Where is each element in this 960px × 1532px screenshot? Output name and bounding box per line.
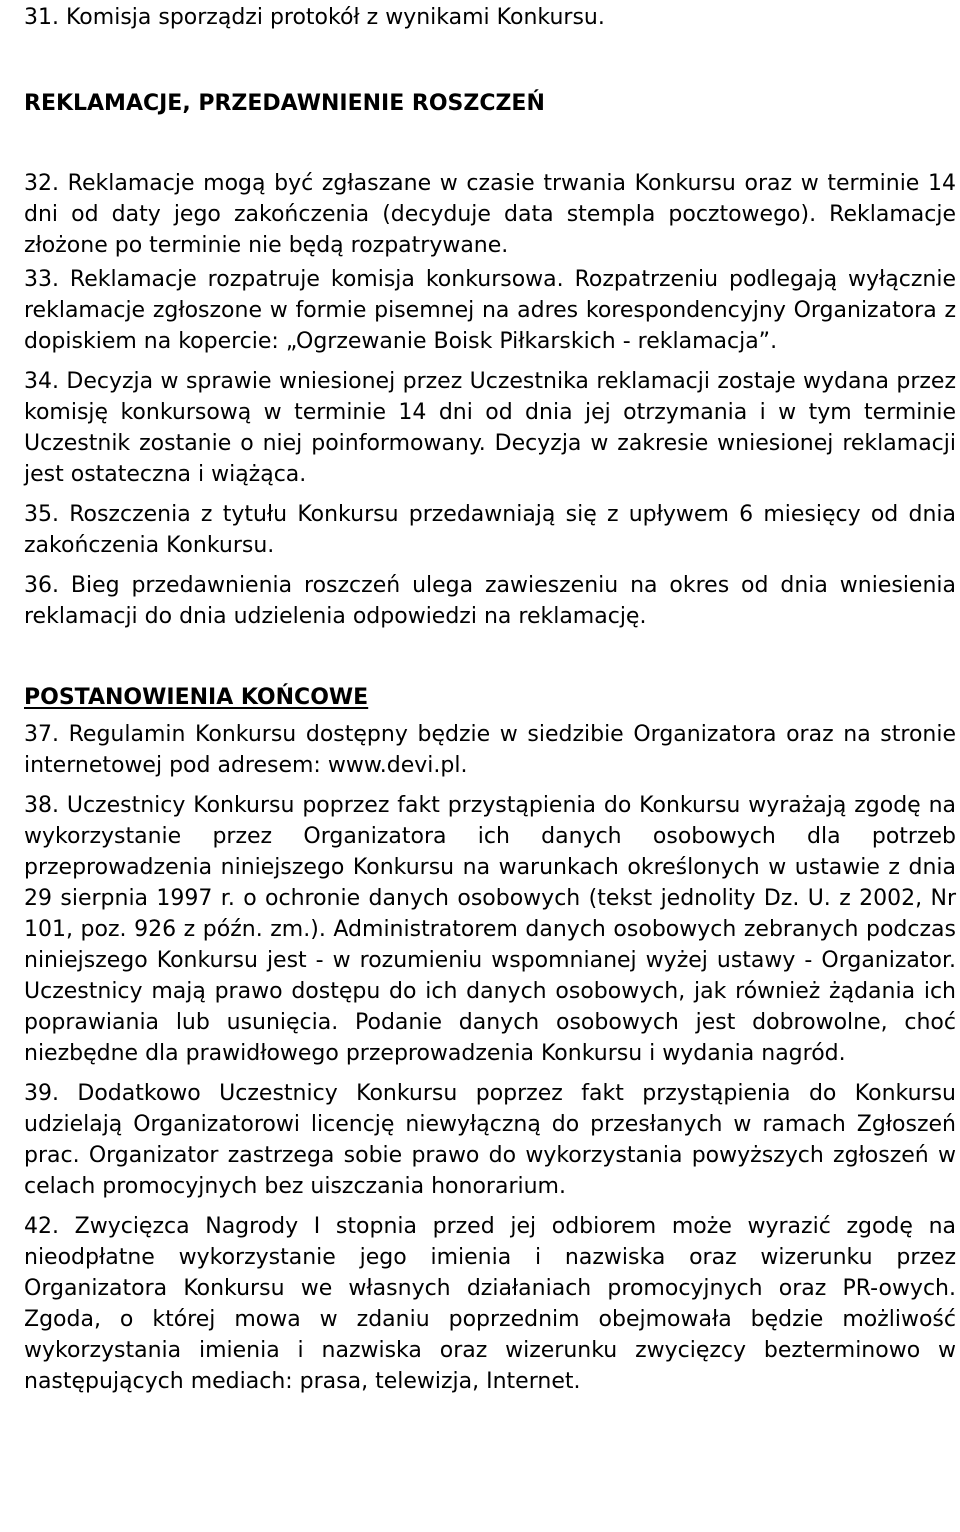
paragraph-36: 36. Bieg przedawnienia roszczeń ulega zawieszeniu na okres od dnia wniesienia reklamacji do dnia udzielenia odpowiedzi na reklamację. xyxy=(24,573,956,629)
paragraph-32: 32. Reklamacje mogą być zgłaszane w czasie trwania Konkursu oraz w terminie 14 dni od daty jego zakończenia (decyduje data stempla pocztowego). Reklamacje złożone po terminie nie będą rozpatrywane. xyxy=(24,171,956,258)
paragraph-38: 38. Uczestnicy Konkursu poprzez fakt przystąpienia do Konkursu wyrażają zgodę na wykorzystanie przez Organizatora ich danych osobowych dla potrzeb przeprowadzenia niniejszego Konkursu na warunkach określonych w ustawie z dnia 29 sierpnia 1997 r. o ochronie danych osobowych (tekst jednolity Dz. U. z 2002, Nr 101, poz. 926 z późn. zm.). Administratorem danych osobowych zebranych podczas niniejszego Konkursu jest - w rozumieniu wspomnianej wyżej ustawy - Organizator. Uczestnicy mają prawo dostępu do ich danych osobowych, jak również żądania ich poprawiania lub usunięcia. Podanie danych osobowych jest dobrowolne, choć niezbędne dla prawidłowego przeprowadzenia Konkursu i wydania nagród. xyxy=(24,793,956,1066)
heading-complaints: REKLAMACJE, PRZEDAWNIENIE ROSZCZEŃ xyxy=(24,91,545,116)
paragraph-37: 37. Regulamin Konkursu dostępny będzie w siedzibie Organizatora oraz na stronie internetowej pod adresem: www.devi.pl. xyxy=(24,722,956,778)
paragraph-33: 33. Reklamacje rozpatruje komisja konkursowa. Rozpatrzeniu podlegają wyłącznie reklamacje zgłoszone w formie pisemnej na adres korespondencyjny Organizatora z dopiskiem na kopercie: „Ogrzewanie Boisk Piłkarskich - reklamacja”. xyxy=(24,267,956,354)
paragraph-31: 31. Komisja sporządzi protokół z wynikami Konkursu. xyxy=(24,5,605,30)
paragraph-34: 34. Decyzja w sprawie wniesionej przez Uczestnika reklamacji zostaje wydana przez komisję konkursową w terminie 14 dni od dnia jej otrzymania i w tym terminie Uczestnik zostanie o niej poinformowany. Decyzja w zakresie wniesionej reklamacji jest ostateczna i wiążąca. xyxy=(24,369,956,487)
heading-final-provisions: POSTANOWIENIA KOŃCOWE xyxy=(24,685,369,710)
paragraph-39: 39. Dodatkowo Uczestnicy Konkursu poprzez fakt przystąpienia do Konkursu udzielają Organizatorowi licencję niewyłączną do przesłanych w ramach Zgłoszeń prac. Organizator zastrzega sobie prawo do wykorzystania powyższych zgłoszeń w celach promocyjnych bez uiszczania honorarium. xyxy=(24,1081,956,1199)
paragraph-42: 42. Zwycięzca Nagrody I stopnia przed jej odbiorem może wyrazić zgodę na nieodpłatne wykorzystanie jego imienia i nazwiska oraz wizerunku przez Organizatora Konkursu we własnych działaniach promocyjnych oraz PR-owych. Zgoda, o której mowa w zdaniu poprzednim obejmowała będzie możliwość wykorzystania imienia i nazwiska oraz wizerunku zwycięzcy bezterminowo w następujących mediach: prasa, telewizja, Internet. xyxy=(24,1214,956,1394)
paragraph-35: 35. Roszczenia z tytułu Konkursu przedawniają się z upływem 6 miesięcy od dnia zakończenia Konkursu. xyxy=(24,502,956,558)
document-page xyxy=(24,0,956,1397)
